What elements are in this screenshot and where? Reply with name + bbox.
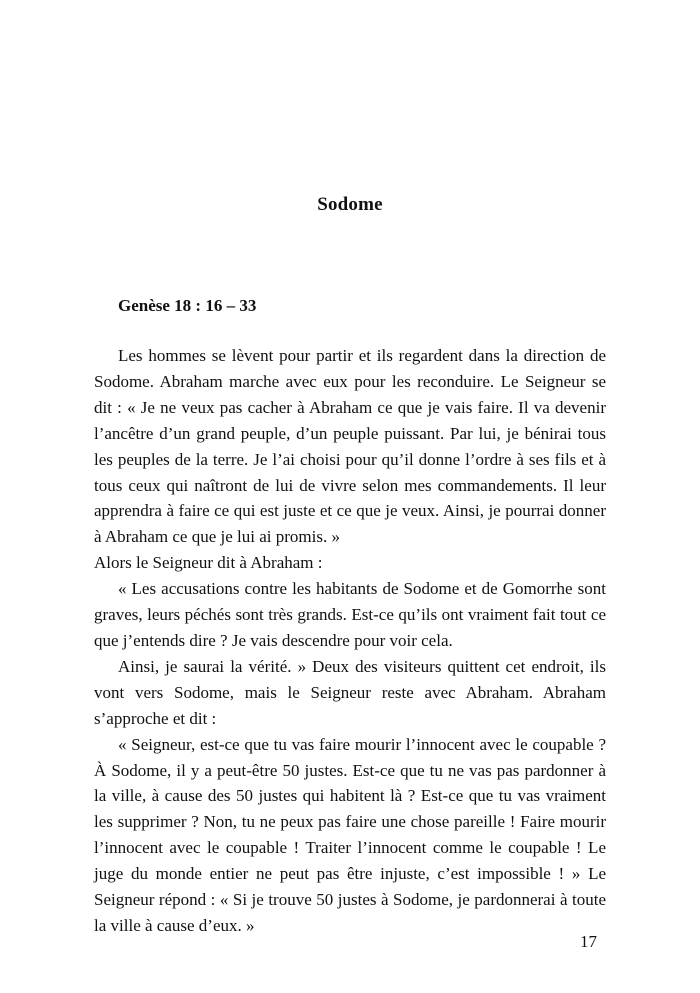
chapter-title: Sodome: [317, 194, 383, 215]
page-number: 17: [580, 932, 597, 951]
paragraph: « Seigneur, est-ce que tu vas faire mourir l’innocent avec le coupable ? À Sodome, il y a peut-être 50 justes. Est-ce que tu ne vas pas pardonner à la ville, à cause des 50 justes qui habitent là ? Est-ce que tu vas vraiment les supprimer ? Non, tu ne peux pas faire une chose pareille ! Faire mourir l’innocent avec le coupable ! Traiter l’innocent comme le coupable ! Le juge du monde entier ne peut pas être injuste, c’est impossible ! » Le Seigneur répond : « Si je trouve 50 justes à Sodome, je pardonnerai à toute la ville à cause d’eux. »: [94, 734, 606, 935]
paragraph: « Les accusations contre les habitants de Sodome et de Gomorrhe sont graves, leurs péchés sont très grands. Est-ce qu’ils ont vraiment fait tout ce que j’entends dire ? Je vais descendre pour voir cela.: [94, 579, 606, 650]
bible-reference: Genèse 18 : 16 – 33: [118, 296, 257, 315]
paragraph: Ainsi, je saurai la vérité. » Deux des visiteurs quittent cet endroit, ils vont vers Sodome, mais le Seigneur reste avec Abraham. Abraham s’approche et dit :: [94, 656, 606, 728]
paragraph: Alors le Seigneur dit à Abraham :: [94, 553, 323, 573]
body-text: [94, 343, 606, 939]
paragraph: Les hommes se lèvent pour partir et ils regardent dans la direction de Sodome. Abraham marche avec eux pour les reconduire. Le Seigneur se dit : « Je ne veux pas cacher à Abraham ce que je vais faire. Il va devenir l’ancêtre d’un grand peuple, d’un peuple puissant. Par lui, je bénirai tous les peuples de la terre. Je l’ai choisi pour qu’il donne l’ordre à ses fils et à tous ceux qui naîtront de lui de vivre selon mes commandements. Il leur apprendra à faire ce qui est juste et ce que je veux. Ainsi, je pourrai donner à Abraham ce que je lui ai promis. »: [94, 346, 606, 547]
